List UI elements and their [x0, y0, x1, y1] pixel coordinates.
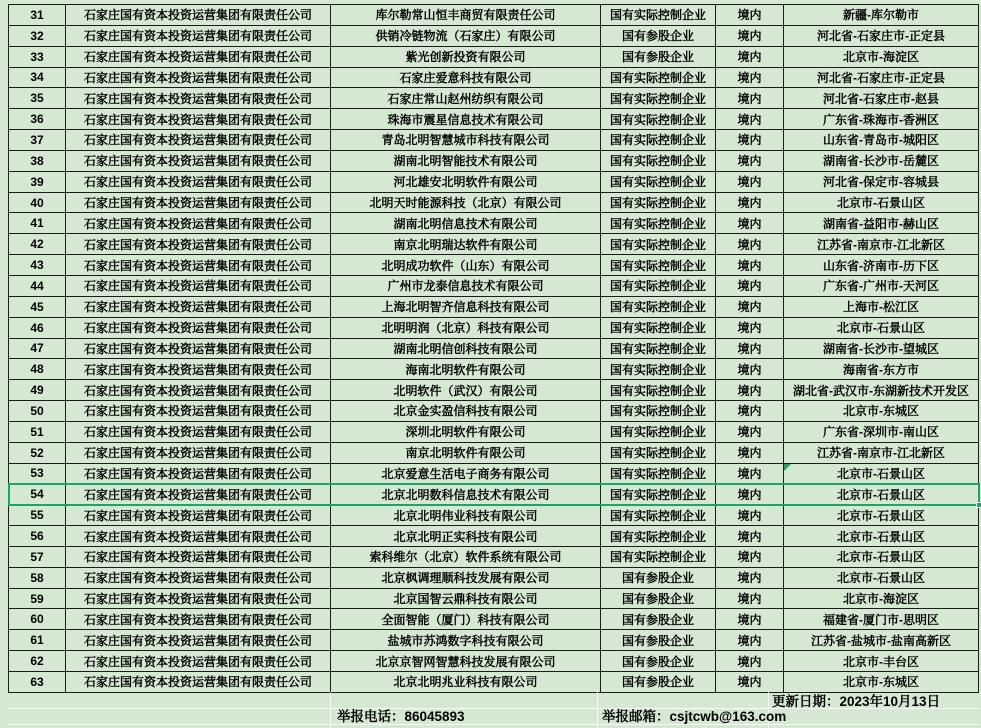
cell-company[interactable]: 北明天时能源科技（北京）有限公司: [331, 192, 601, 213]
table-row: [9, 588, 979, 609]
cell-parent[interactable]: 石家庄国有资本投资运营集团有限责任公司: [66, 130, 331, 151]
cell-region[interactable]: 境内: [716, 296, 784, 317]
footer-gridline-v1: [330, 692, 331, 728]
cell-company[interactable]: 北明成功软件（山东）有限公司: [331, 255, 601, 276]
cell-company[interactable]: 深圳北明软件有限公司: [331, 421, 601, 442]
table-row: [9, 609, 979, 630]
cell-location[interactable]: 北京市-石景山区: [784, 192, 979, 213]
cell-location[interactable]: 广东省-珠海市-香洲区: [784, 109, 979, 130]
cell-parent[interactable]: 石家庄国有资本投资运营集团有限责任公司: [66, 609, 331, 630]
cell-parent[interactable]: 石家庄国有资本投资运营集团有限责任公司: [66, 421, 331, 442]
cell-no[interactable]: 55: [9, 505, 66, 526]
table-row: [9, 5, 979, 26]
cell-type[interactable]: 国有实际控制企业: [601, 234, 716, 255]
cell-location[interactable]: 新疆-库尔勒市: [784, 5, 979, 26]
cell-parent[interactable]: 石家庄国有资本投资运营集团有限责任公司: [66, 484, 331, 505]
table-row: [9, 296, 979, 317]
cell-region[interactable]: 境内: [716, 338, 784, 359]
cell-parent[interactable]: 石家庄国有资本投资运营集团有限责任公司: [66, 546, 331, 567]
cell-company[interactable]: 北京北明兆业科技有限公司: [331, 672, 601, 693]
cell-location[interactable]: 福建省-厦门市-思明区: [784, 609, 979, 630]
cell-company[interactable]: 湖南北明智能技术有限公司: [331, 150, 601, 171]
cell-region[interactable]: 境内: [716, 421, 784, 442]
table-row: [9, 150, 979, 171]
cell-no[interactable]: 39: [9, 171, 66, 192]
cell-location[interactable]: 北京市-东城区: [784, 672, 979, 693]
cell-type[interactable]: 国有实际控制企业: [601, 5, 716, 26]
table-row: [9, 463, 979, 484]
cell-type[interactable]: 国有参股企业: [601, 630, 716, 651]
cell-type[interactable]: 国有实际控制企业: [601, 88, 716, 109]
cell-type[interactable]: 国有实际控制企业: [601, 526, 716, 547]
cell-company[interactable]: 湖南北明信创科技有限公司: [331, 338, 601, 359]
table-row: [9, 338, 979, 359]
table-row: [9, 567, 979, 588]
cell-company[interactable]: 青岛北明智慧城市科技有限公司: [331, 130, 601, 151]
cell-region[interactable]: 境内: [716, 234, 784, 255]
report-email-text: 举报邮箱：csjtcwb@163.com: [602, 709, 787, 724]
cell-type[interactable]: 国有实际控制企业: [601, 380, 716, 401]
cell-corner-marker: [784, 464, 791, 471]
cell-parent[interactable]: 石家庄国有资本投资运营集团有限责任公司: [66, 401, 331, 422]
cell-type[interactable]: 国有实际控制企业: [601, 401, 716, 422]
cell-no[interactable]: 41: [9, 213, 66, 234]
cell-type[interactable]: 国有参股企业: [601, 609, 716, 630]
cell-region[interactable]: 境内: [716, 630, 784, 651]
cell-location[interactable]: 海南省-东方市: [784, 359, 979, 380]
company-table: [8, 4, 979, 693]
cell-no[interactable]: 33: [9, 46, 66, 67]
cell-no[interactable]: 60: [9, 609, 66, 630]
cell-company[interactable]: 湖南北明信息技术有限公司: [331, 213, 601, 234]
cell-company[interactable]: 珠海市震星信息技术有限公司: [331, 109, 601, 130]
cell-type[interactable]: 国有参股企业: [601, 588, 716, 609]
cell-type[interactable]: 国有参股企业: [601, 567, 716, 588]
cell-location[interactable]: 北京市-石景山区: [784, 317, 979, 338]
table-row: [9, 651, 979, 672]
cell-no[interactable]: 49: [9, 380, 66, 401]
table-row: [9, 546, 979, 567]
cell-parent[interactable]: 石家庄国有资本投资运营集团有限责任公司: [66, 463, 331, 484]
cell-region[interactable]: 境内: [716, 25, 784, 46]
table-row: [9, 192, 979, 213]
cell-company[interactable]: 北京国智云鼎科技有限公司: [331, 588, 601, 609]
cell-type[interactable]: 国有实际控制企业: [601, 442, 716, 463]
cell-parent[interactable]: 石家庄国有资本投资运营集团有限责任公司: [66, 275, 331, 296]
cell-no[interactable]: 35: [9, 88, 66, 109]
cell-no[interactable]: 40: [9, 192, 66, 213]
cell-type[interactable]: 国有实际控制企业: [601, 359, 716, 380]
cell-region[interactable]: 境内: [716, 505, 784, 526]
cell-no[interactable]: 31: [9, 5, 66, 26]
cell-region[interactable]: 境内: [716, 171, 784, 192]
cell-location[interactable]: 湖南省-益阳市-赫山区: [784, 213, 979, 234]
cell-location[interactable]: 山东省-青岛市-城阳区: [784, 130, 979, 151]
cell-region[interactable]: 境内: [716, 588, 784, 609]
cell-region[interactable]: 境内: [716, 484, 784, 505]
cell-region[interactable]: 境内: [716, 275, 784, 296]
cell-parent[interactable]: 石家庄国有资本投资运营集团有限责任公司: [66, 88, 331, 109]
cell-region[interactable]: 境内: [716, 67, 784, 88]
table-row: [9, 442, 979, 463]
cell-location[interactable]: 北京市-石景山区: [784, 526, 979, 547]
selection-fill-handle[interactable]: [976, 502, 981, 508]
cell-type[interactable]: 国有实际控制企业: [601, 150, 716, 171]
table-row: [9, 255, 979, 276]
cell-region[interactable]: 境内: [716, 130, 784, 151]
cell-region[interactable]: 境内: [716, 150, 784, 171]
cell-location[interactable]: 河北省-石家庄市-正定县: [784, 25, 979, 46]
cell-parent[interactable]: 石家庄国有资本投资运营集团有限责任公司: [66, 588, 331, 609]
cell-parent[interactable]: 石家庄国有资本投资运营集团有限责任公司: [66, 67, 331, 88]
cell-region[interactable]: 境内: [716, 672, 784, 693]
cell-parent[interactable]: 石家庄国有资本投资运营集团有限责任公司: [66, 213, 331, 234]
cell-type[interactable]: 国有实际控制企业: [601, 171, 716, 192]
cell-type[interactable]: 国有实际控制企业: [601, 213, 716, 234]
cell-parent[interactable]: 石家庄国有资本投资运营集团有限责任公司: [66, 672, 331, 693]
update-date-text: 更新日期：2023年10月13日: [772, 694, 941, 709]
cell-no[interactable]: 36: [9, 109, 66, 130]
cell-region[interactable]: 境内: [716, 380, 784, 401]
cell-location[interactable]: 河北省-石家庄市-赵县: [784, 88, 979, 109]
cell-no[interactable]: 59: [9, 588, 66, 609]
cell-region[interactable]: 境内: [716, 5, 784, 26]
cell-no[interactable]: 53: [9, 463, 66, 484]
cell-parent[interactable]: 石家庄国有资本投资运营集团有限责任公司: [66, 25, 331, 46]
cell-region[interactable]: 境内: [716, 192, 784, 213]
cell-type[interactable]: 国有实际控制企业: [601, 317, 716, 338]
table-row: [9, 317, 979, 338]
cell-no[interactable]: 32: [9, 25, 66, 46]
cell-company[interactable]: 石家庄常山赵州纺织有限公司: [331, 88, 601, 109]
cell-parent[interactable]: 石家庄国有资本投资运营集团有限责任公司: [66, 442, 331, 463]
cell-company[interactable]: 北京枫调理顺科技发展有限公司: [331, 567, 601, 588]
cell-location[interactable]: 北京市-石景山区: [784, 546, 979, 567]
cell-no[interactable]: 47: [9, 338, 66, 359]
table-row: [9, 171, 979, 192]
cell-location[interactable]: 北京市-海淀区: [784, 46, 979, 67]
cell-no[interactable]: 63: [9, 672, 66, 693]
cell-location[interactable]: 江苏省-南京市-江北新区: [784, 442, 979, 463]
cell-no[interactable]: 52: [9, 442, 66, 463]
table-row: [9, 213, 979, 234]
cell-location[interactable]: 上海市-松江区: [784, 296, 979, 317]
cell-location[interactable]: 北京市-东城区: [784, 401, 979, 422]
cell-location[interactable]: 北京市-石景山区: [784, 567, 979, 588]
cell-no[interactable]: 42: [9, 234, 66, 255]
cell-type[interactable]: 国有实际控制企业: [601, 463, 716, 484]
cell-location[interactable]: 河北省-石家庄市-正定县: [784, 67, 979, 88]
cell-company[interactable]: 北明软件（武汉）有限公司: [331, 380, 601, 401]
cell-region[interactable]: 境内: [716, 255, 784, 276]
cell-no[interactable]: 34: [9, 67, 66, 88]
cell-parent[interactable]: 石家庄国有资本投资运营集团有限责任公司: [66, 5, 331, 26]
cell-company[interactable]: 北京北明正实科技有限公司: [331, 526, 601, 547]
table-row: [9, 275, 979, 296]
footer-gridline-v2: [597, 692, 598, 728]
cell-no[interactable]: 43: [9, 255, 66, 276]
cell-parent[interactable]: 石家庄国有资本投资运营集团有限责任公司: [66, 192, 331, 213]
cell-parent[interactable]: 石家庄国有资本投资运营集团有限责任公司: [66, 338, 331, 359]
cell-location[interactable]: 北京市-石景山区: [784, 484, 979, 505]
cell-company[interactable]: 盐城市苏鸿数字科技有限公司: [331, 630, 601, 651]
cell-parent[interactable]: 石家庄国有资本投资运营集团有限责任公司: [66, 380, 331, 401]
cell-region[interactable]: 境内: [716, 109, 784, 130]
cell-parent[interactable]: 石家庄国有资本投资运营集团有限责任公司: [66, 505, 331, 526]
cell-company[interactable]: 北京金实盈信科技有限公司: [331, 401, 601, 422]
cell-region[interactable]: 境内: [716, 609, 784, 630]
cell-company[interactable]: 北京北明数科信息技术有限公司: [331, 484, 601, 505]
cell-type[interactable]: 国有实际控制企业: [601, 109, 716, 130]
cell-parent[interactable]: 石家庄国有资本投资运营集团有限责任公司: [66, 630, 331, 651]
cell-company[interactable]: 南京北明软件有限公司: [331, 442, 601, 463]
cell-parent[interactable]: 石家庄国有资本投资运营集团有限责任公司: [66, 651, 331, 672]
cell-location[interactable]: 北京市-丰台区: [784, 651, 979, 672]
report-phone-text: 举报电话：86045893: [337, 709, 465, 724]
cell-type[interactable]: 国有实际控制企业: [601, 421, 716, 442]
cell-region[interactable]: 境内: [716, 46, 784, 67]
cell-company[interactable]: 南京北明瑞达软件有限公司: [331, 234, 601, 255]
table-row: [9, 46, 979, 67]
cell-company[interactable]: 石家庄爱意科技有限公司: [331, 67, 601, 88]
cell-no[interactable]: 44: [9, 275, 66, 296]
cell-company[interactable]: 索科维尔（北京）软件系统有限公司: [331, 546, 601, 567]
table-row: [9, 88, 979, 109]
table-row: [9, 25, 979, 46]
cell-company[interactable]: 广州市龙泰信息技术有限公司: [331, 275, 601, 296]
cell-location[interactable]: 广东省-深圳市-南山区: [784, 421, 979, 442]
cell-parent[interactable]: 石家庄国有资本投资运营集团有限责任公司: [66, 150, 331, 171]
cell-location[interactable]: 河北省-保定市-容城县: [784, 171, 979, 192]
cell-no[interactable]: 46: [9, 317, 66, 338]
cell-location[interactable]: 北京市-石景山区: [784, 505, 979, 526]
cell-type[interactable]: 国有实际控制企业: [601, 255, 716, 276]
cell-parent[interactable]: 石家庄国有资本投资运营集团有限责任公司: [66, 255, 331, 276]
cell-region[interactable]: 境内: [716, 651, 784, 672]
cell-parent[interactable]: 石家庄国有资本投资运营集团有限责任公司: [66, 567, 331, 588]
cell-location[interactable]: 湖北省-武汉市-东湖新技术开发区: [784, 380, 979, 401]
cell-type[interactable]: 国有实际控制企业: [601, 338, 716, 359]
cell-parent[interactable]: 石家庄国有资本投资运营集团有限责任公司: [66, 317, 331, 338]
table-row: [9, 421, 979, 442]
cell-location[interactable]: 江苏省-盐城市-盐南高新区: [784, 630, 979, 651]
cell-company[interactable]: 库尔勒常山恒丰商贸有限责任公司: [331, 5, 601, 26]
cell-region[interactable]: 境内: [716, 317, 784, 338]
cell-type[interactable]: 国有实际控制企业: [601, 67, 716, 88]
cell-company[interactable]: 河北雄安北明软件有限公司: [331, 171, 601, 192]
table-row: [9, 359, 979, 380]
cell-region[interactable]: 境内: [716, 213, 784, 234]
cell-region[interactable]: 境内: [716, 442, 784, 463]
cell-region[interactable]: 境内: [716, 526, 784, 547]
cell-type[interactable]: 国有实际控制企业: [601, 275, 716, 296]
table-row: [9, 401, 979, 422]
cell-region[interactable]: 境内: [716, 546, 784, 567]
cell-type[interactable]: 国有实际控制企业: [601, 192, 716, 213]
cell-no[interactable]: 45: [9, 296, 66, 317]
cell-company[interactable]: 北京爱意生活电子商务有限公司: [331, 463, 601, 484]
cell-location[interactable]: 江苏省-南京市-江北新区: [784, 234, 979, 255]
cell-company[interactable]: 北京京智网智慧科技发展有限公司: [331, 651, 601, 672]
cell-no[interactable]: 38: [9, 150, 66, 171]
table-row: [9, 630, 979, 651]
cell-company[interactable]: 北明明润（北京）科技有限公司: [331, 317, 601, 338]
table-row: [9, 505, 979, 526]
cell-company[interactable]: 供销冷链物流（石家庄）有限公司: [331, 25, 601, 46]
cell-region[interactable]: 境内: [716, 567, 784, 588]
cell-type[interactable]: 国有参股企业: [601, 25, 716, 46]
cell-type[interactable]: 国有实际控制企业: [601, 296, 716, 317]
cell-type[interactable]: 国有参股企业: [601, 651, 716, 672]
cell-no[interactable]: 62: [9, 651, 66, 672]
table-row: [9, 109, 979, 130]
cell-region[interactable]: 境内: [716, 463, 784, 484]
cell-location[interactable]: 山东省-济南市-历下区: [784, 255, 979, 276]
cell-parent[interactable]: 石家庄国有资本投资运营集团有限责任公司: [66, 46, 331, 67]
cell-no[interactable]: 61: [9, 630, 66, 651]
cell-parent[interactable]: 石家庄国有资本投资运营集团有限责任公司: [66, 526, 331, 547]
cell-location[interactable]: 北京市-海淀区: [784, 588, 979, 609]
cell-no[interactable]: 48: [9, 359, 66, 380]
cell-parent[interactable]: 石家庄国有资本投资运营集团有限责任公司: [66, 109, 331, 130]
cell-no[interactable]: 37: [9, 130, 66, 151]
table-row: [9, 67, 979, 88]
footer-gridline-h2: [8, 724, 978, 725]
cell-company[interactable]: 全面智能（厦门）科技有限公司: [331, 609, 601, 630]
cell-type[interactable]: 国有实际控制企业: [601, 505, 716, 526]
cell-company[interactable]: 北京北明伟业科技有限公司: [331, 505, 601, 526]
cell-type[interactable]: 国有实际控制企业: [601, 130, 716, 151]
cell-no[interactable]: 51: [9, 421, 66, 442]
cell-company[interactable]: 上海北明智齐信息科技有限公司: [331, 296, 601, 317]
cell-type[interactable]: 国有实际控制企业: [601, 546, 716, 567]
cell-company[interactable]: 海南北明软件有限公司: [331, 359, 601, 380]
cell-no[interactable]: 56: [9, 526, 66, 547]
cell-location[interactable]: 广东省-广州市-天河区: [784, 275, 979, 296]
cell-parent[interactable]: 石家庄国有资本投资运营集团有限责任公司: [66, 359, 331, 380]
table-row: [9, 380, 979, 401]
cell-parent[interactable]: 石家庄国有资本投资运营集团有限责任公司: [66, 296, 331, 317]
cell-region[interactable]: 境内: [716, 359, 784, 380]
cell-company[interactable]: 紫光创新投资有限公司: [331, 46, 601, 67]
table-row: [9, 672, 979, 693]
table-row: [9, 484, 979, 505]
cell-no[interactable]: 57: [9, 546, 66, 567]
cell-no[interactable]: 58: [9, 567, 66, 588]
cell-region[interactable]: 境内: [716, 88, 784, 109]
cell-location[interactable]: 湖南省-长沙市-望城区: [784, 338, 979, 359]
cell-type[interactable]: 国有参股企业: [601, 46, 716, 67]
cell-region[interactable]: 境内: [716, 401, 784, 422]
cell-location[interactable]: 湖南省-长沙市-岳麓区: [784, 150, 979, 171]
cell-no[interactable]: 54: [9, 484, 66, 505]
table-row: [9, 234, 979, 255]
cell-type[interactable]: 国有参股企业: [601, 672, 716, 693]
table-row: [9, 130, 979, 151]
cell-no[interactable]: 50: [9, 401, 66, 422]
cell-parent[interactable]: 石家庄国有资本投资运营集团有限责任公司: [66, 234, 331, 255]
table-row: [9, 526, 979, 547]
cell-type[interactable]: 国有实际控制企业: [601, 484, 716, 505]
cell-parent[interactable]: 石家庄国有资本投资运营集团有限责任公司: [66, 171, 331, 192]
cell-location[interactable]: 北京市-石景山区: [784, 463, 979, 484]
